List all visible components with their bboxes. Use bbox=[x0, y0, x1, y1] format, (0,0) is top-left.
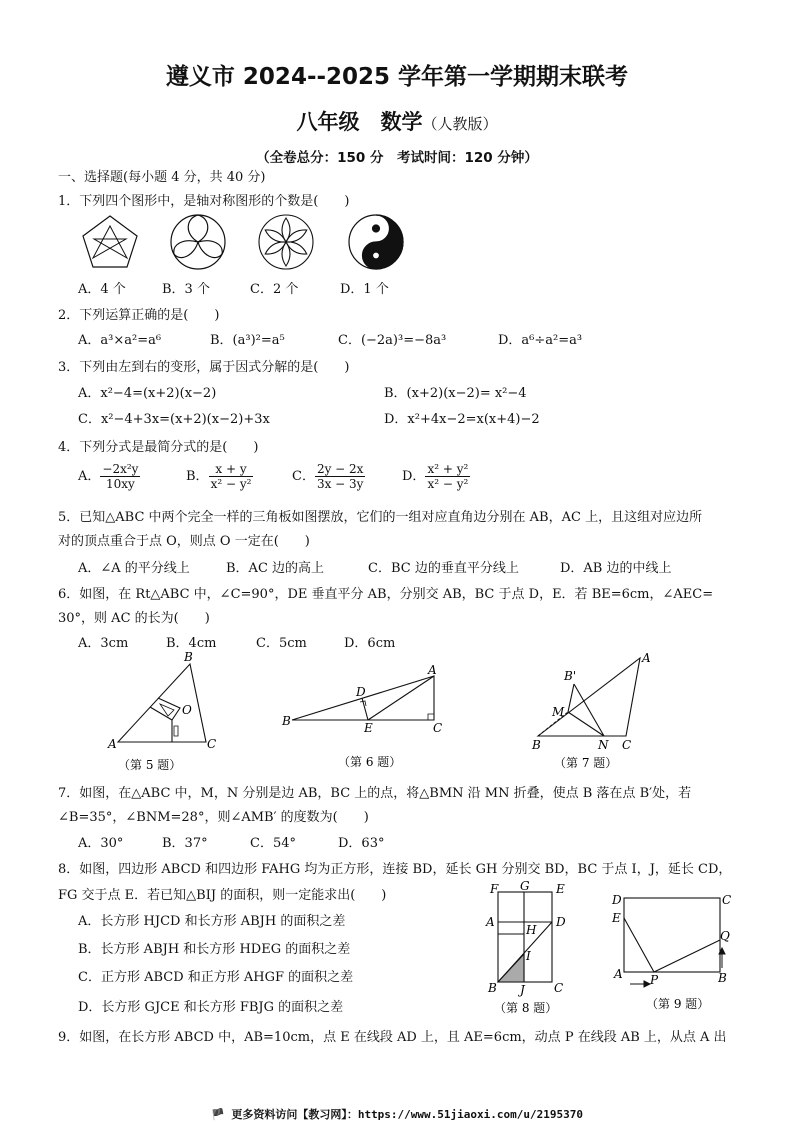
q8-option-d[interactable]: D．长方形 GJCE 和长方形 FBJG 的面积之差 bbox=[78, 1000, 344, 1015]
fig9-label-e: E bbox=[612, 911, 621, 925]
figure-q7 bbox=[524, 648, 664, 773]
fig8-label-j: J bbox=[520, 983, 525, 997]
q4-option-d-label: D． bbox=[402, 469, 426, 484]
q4-d-numerator: x² + y² bbox=[427, 462, 469, 476]
exam-title: 遵义市 2024--2025 学年第一学期期末联考 bbox=[165, 64, 629, 90]
q1-option-d[interactable]: D．1 个 bbox=[340, 282, 389, 297]
q5-line-1: 5．已知△ABC 中两个完全一样的三角板如图摆放，它们的一组对应直角边分别在 AB，AC 上，且这组对应边所 bbox=[58, 510, 703, 525]
q4-option-a-label: A． bbox=[78, 469, 101, 484]
fig8-label-h: H bbox=[526, 923, 537, 937]
q1-option-a[interactable]: A．4 个 bbox=[78, 282, 126, 297]
q1-figures bbox=[80, 212, 420, 272]
fig8-label-a: A bbox=[486, 915, 495, 929]
q4-d-denominator: x² − y² bbox=[427, 477, 469, 491]
six-petal-circle-figure bbox=[259, 215, 313, 269]
q2-option-a[interactable]: A．a³×a²=a⁶ bbox=[78, 333, 162, 348]
q4-fraction-c bbox=[315, 462, 366, 491]
section-heading: 一、选择题(每小题 4 分，共 40 分) bbox=[58, 170, 266, 185]
fig5-label-b: B bbox=[184, 650, 193, 664]
q4-a-denominator: 10xy bbox=[106, 477, 135, 491]
subtitle-main: 八年级 数学 bbox=[296, 110, 423, 134]
q4-b-denominator: x² − y² bbox=[210, 477, 252, 491]
figure-q5 bbox=[100, 650, 230, 775]
pentagon-star-figure bbox=[83, 216, 137, 267]
fig8-label-e: E bbox=[556, 882, 565, 896]
exam-info: （全卷总分：150 分 考试时间：120 分钟） bbox=[256, 150, 538, 166]
fig5-caption: （第 5 题） bbox=[118, 758, 182, 772]
fig6-label-a: A bbox=[428, 663, 437, 677]
q7-option-b[interactable]: B．37° bbox=[162, 836, 208, 851]
q4-option-c[interactable] bbox=[292, 462, 365, 491]
fig6-label-e: E bbox=[364, 721, 373, 735]
fig9-label-c: C bbox=[722, 893, 732, 907]
q6-option-c[interactable]: C．5cm bbox=[256, 636, 307, 651]
fig9-label-b: B bbox=[718, 971, 727, 985]
q6-line-1: 6．如图，在 Rt△ABC 中，∠C=90°，DE 垂直平分 AB，分别交 AB，BC 于点 D，E．若 BE=6cm，∠AEC= bbox=[58, 587, 714, 602]
q4-option-a[interactable] bbox=[78, 462, 140, 491]
q5-line-2: 对的顶点重合于点 O，则点 O 一定在( ) bbox=[58, 534, 310, 549]
q4-fraction-a bbox=[100, 462, 140, 491]
q3-stem: 3．下列由左到右的变形，属于因式分解的是( ) bbox=[58, 360, 350, 375]
q7-option-a[interactable]: A．30° bbox=[78, 836, 124, 851]
fig9-label-a: A bbox=[614, 967, 623, 981]
q4-stem: 4．下列分式是最简分式的是( ) bbox=[58, 440, 259, 455]
q2-option-c[interactable]: C．(−2a)³=−8a³ bbox=[338, 333, 447, 348]
q8-option-b[interactable]: B．长方形 ABJH 和长方形 HDEG 的面积之差 bbox=[78, 942, 351, 957]
fig6-label-c: C bbox=[433, 721, 443, 735]
fig8-label-g: G bbox=[520, 879, 530, 893]
q5-option-b[interactable]: B．AC 边的高上 bbox=[226, 561, 325, 576]
q6-option-b[interactable]: B．4cm bbox=[166, 636, 217, 651]
q2-stem: 2．下列运算正确的是( ) bbox=[58, 308, 220, 323]
q4-c-numerator: 2y − 2x bbox=[316, 462, 364, 476]
subtitle-publisher: （人教版） bbox=[422, 115, 498, 133]
three-petal-circle-figure bbox=[171, 215, 225, 269]
q1-stem: 1．下列四个图形中，是轴对称图形的个数是( ) bbox=[58, 194, 350, 209]
q3-option-d[interactable]: D．x²+4x−2=x(x+4)−2 bbox=[384, 412, 540, 427]
q2-option-b[interactable]: B．(a³)²=a⁵ bbox=[210, 333, 285, 348]
q7-line-1: 7．如图，在△ABC 中，M，N 分别是边 AB，BC 上的点，将△BMN 沿 MN 折叠，使点 B 落在点 B′处，若 bbox=[58, 786, 692, 801]
footer-link[interactable]: 🏴 更多资料访问【教习网】：https://www.51jiaoxi.com/u/2195370 bbox=[211, 1108, 583, 1121]
fig9-label-q: Q bbox=[720, 929, 730, 943]
fig8-label-i: I bbox=[526, 949, 531, 963]
fig7-label-m: M bbox=[552, 705, 565, 719]
q2-option-d[interactable]: D．a⁶÷a²=a³ bbox=[498, 333, 583, 348]
fig7-label-b-prime: B' bbox=[564, 669, 577, 683]
figure-q8 bbox=[480, 878, 580, 1018]
q5-option-d[interactable]: D．AB 边的中线上 bbox=[560, 561, 672, 576]
fig7-label-a: A bbox=[642, 651, 651, 665]
q8-line-1: 8．如图，四边形 ABCD 和四边形 FAHG 均为正方形，连接 BD，延长 GH 分别交 BD，BC 于点 I，J，延长 CD， bbox=[58, 862, 732, 877]
fig7-caption: （第 7 题） bbox=[554, 756, 618, 770]
q1-option-b[interactable]: B．3 个 bbox=[162, 282, 210, 297]
q7-option-d[interactable]: D．63° bbox=[338, 836, 385, 851]
fig8-label-f: F bbox=[490, 882, 499, 896]
fig7-label-b: B bbox=[532, 738, 541, 752]
fig9-label-d: D bbox=[612, 893, 622, 907]
fig9-label-p: P bbox=[650, 973, 659, 987]
fig6-label-d: D bbox=[356, 685, 366, 699]
q4-option-d[interactable] bbox=[402, 462, 470, 491]
q4-fraction-d bbox=[425, 462, 470, 491]
q4-c-denominator: 3x − 3y bbox=[316, 477, 364, 491]
q4-fraction-b bbox=[209, 462, 254, 491]
q8-line-2: FG 交于点 E．若已知△BIJ 的面积，则一定能求出( ) bbox=[58, 888, 387, 903]
q3-option-b[interactable]: B．(x+2)(x−2)= x²−4 bbox=[384, 386, 527, 401]
q4-option-b[interactable] bbox=[186, 462, 253, 491]
q6-line-2: 30°，则 AC 的长为( ) bbox=[58, 611, 210, 626]
yin-yang-figure bbox=[349, 215, 403, 269]
q7-line-2: ∠B=35°，∠BNM=28°，则∠AMB′ 的度数为( ) bbox=[58, 810, 369, 825]
fig8-label-c: C bbox=[554, 981, 564, 995]
q3-option-a[interactable]: A．x²−4=(x+2)(x−2) bbox=[78, 386, 217, 401]
q4-option-b-label: B． bbox=[186, 469, 209, 484]
fig5-label-o: O bbox=[182, 703, 192, 717]
q1-option-c[interactable]: C．2 个 bbox=[250, 282, 299, 297]
q9-line-1: 9．如图，在长方形 ABCD 中，AB=10cm，点 E 在线段 AD 上，且 AE=6cm，动点 P 在线段 AB 上，从点 A 出 bbox=[58, 1030, 727, 1045]
fig5-label-c: C bbox=[207, 737, 217, 751]
q4-a-numerator: −2x²y bbox=[102, 462, 139, 476]
fig6-caption: （第 6 题） bbox=[338, 755, 402, 769]
fig7-label-n: N bbox=[598, 738, 609, 752]
fig8-caption: （第 8 题） bbox=[494, 1001, 558, 1015]
figure-q9 bbox=[606, 886, 746, 1016]
fig7-label-c: C bbox=[622, 738, 632, 752]
q5-option-a[interactable]: A．∠A 的平分线上 bbox=[78, 561, 190, 576]
figure-q6 bbox=[278, 662, 458, 774]
q3-option-c[interactable]: C．x²−4+3x=(x+2)(x−2)+3x bbox=[78, 412, 270, 427]
exam-subtitle bbox=[0, 106, 794, 136]
q4-option-c-label: C． bbox=[292, 469, 315, 484]
q6-option-a[interactable]: A．3cm bbox=[78, 636, 129, 651]
q7-option-c[interactable]: C．54° bbox=[250, 836, 296, 851]
fig8-label-d: D bbox=[556, 915, 566, 929]
fig9-caption: （第 9 题） bbox=[646, 997, 710, 1011]
q6-option-d[interactable]: D．6cm bbox=[344, 636, 396, 651]
fig5-label-a: A bbox=[108, 737, 117, 751]
q5-option-c[interactable]: C．BC 边的垂直平分线上 bbox=[368, 561, 519, 576]
q8-option-c[interactable]: C．正方形 ABCD 和正方形 AHGF 的面积之差 bbox=[78, 970, 354, 985]
fig8-label-b: B bbox=[488, 981, 497, 995]
fig6-label-b: B bbox=[282, 714, 291, 728]
q4-b-numerator: x + y bbox=[209, 462, 254, 477]
q8-option-a[interactable]: A．长方形 HJCD 和长方形 ABJH 的面积之差 bbox=[78, 914, 346, 929]
